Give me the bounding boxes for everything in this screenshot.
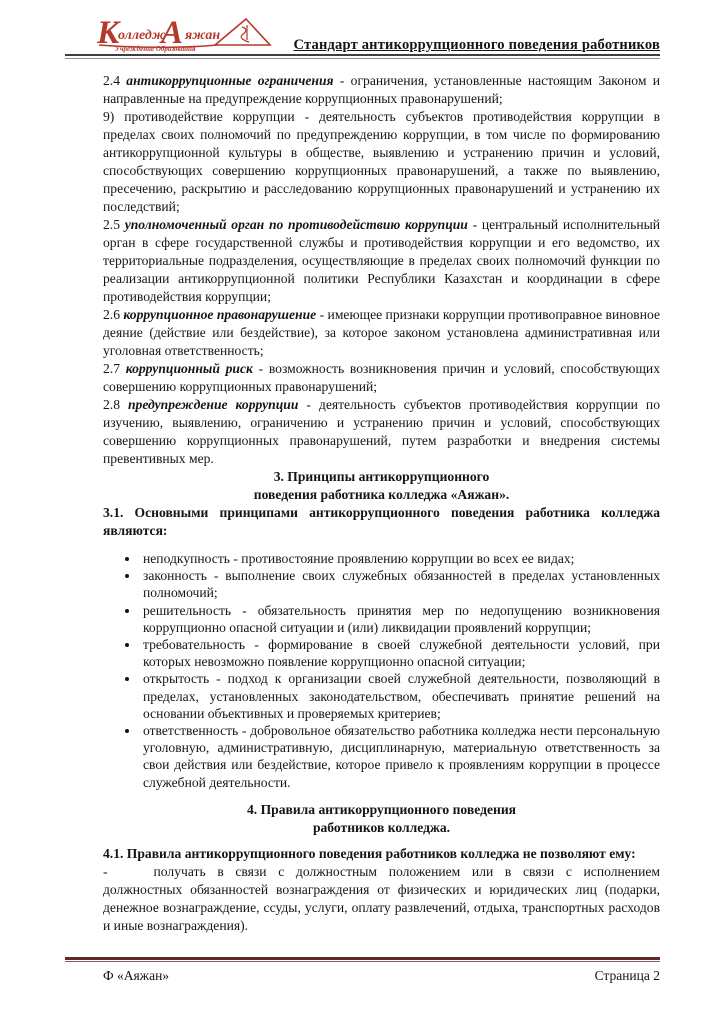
- definition-2-7: [103, 360, 660, 396]
- section-3-heading-line1: 3. Принципы антикоррупционного: [273, 469, 490, 484]
- definition-9: [103, 108, 660, 216]
- list-item: • неподкупность - противостояние проявлению коррупции во всех ее видах;: [140, 550, 660, 567]
- list-item: • решительность - обязательность принятия мер по недопущению возникновения коррупционно опасной ситуации и (или) ликвидации проявлений коррупции;: [140, 602, 660, 636]
- definition-text: - ограничения, установленные настоящим Законом и направленные на предупреждение коррупционных правонарушений;: [103, 73, 660, 106]
- definition-text: - имеющее признаки коррупции противоправное виновное деяние (действие или бездействие), за которое законом установлена административная или уголовная ответственность;: [103, 307, 660, 358]
- logo-word-ayazhan: яжан: [185, 28, 221, 43]
- definition-text: - центральный исполнительный орган в сфере государственной службы и противодействия коррупции и его ведомство, их территориальные подразделения, осуществляющие в пределах своих полномочий функции по реализации антикоррупционной политики Республики Казахстан и координации в сфере противодействия коррупции;: [103, 217, 661, 304]
- logo-initial-a: А: [161, 15, 184, 51]
- section-4-1-intro: 4.1. Правила антикоррупционного поведения работников колледжа не позволяют ему:: [103, 845, 636, 861]
- section-3-heading: [103, 468, 660, 504]
- definition-term: коррупционный риск: [125, 361, 253, 376]
- definition-text: - возможность возникновения причин и условий, способствующих совершению коррупционных правонарушений;: [103, 361, 660, 394]
- definition-2-5: [103, 216, 660, 306]
- list-item: • открытость - подход к организации своей служебной деятельности, позволяющий в пределах, установленных законодательством, обеспечивать принятие решений на основании объективных и проверяемых критериев;: [140, 670, 660, 722]
- definition-text: - деятельность субъектов противодействия коррупции по изучению, выявлению, ограничению и устранению причин и условий, способствующих совершению коррупционных правонарушений, путем разработки и внедрения системы превентивных мер.: [103, 397, 660, 466]
- definition-number: 2.7: [103, 361, 126, 376]
- header-divider: [65, 54, 660, 59]
- logo-triangle-medical-icon: [215, 19, 270, 45]
- page-header: [0, 0, 724, 59]
- page-footer: [65, 957, 660, 984]
- list-item: • требовательность - формирование в своей служебной деятельности условий, при которых невозможно появление коррупционно опасной ситуации;: [140, 636, 660, 670]
- section-3-1-intro: 3.1. Основными принципами антикоррупционного поведения работника колледжа являются:: [103, 505, 660, 538]
- definition-number: 2.6: [103, 307, 124, 322]
- section-4-heading-line2: работников колледжа.: [312, 819, 451, 835]
- logo-word-college: олледж: [118, 28, 166, 43]
- principles-list: [103, 550, 660, 791]
- definition-number: 2.8: [103, 397, 128, 412]
- definition-term: уполномоченный орган по противодействию коррупции: [124, 217, 468, 232]
- rule-item: [103, 863, 660, 935]
- definition-number: 2.5: [103, 217, 125, 232]
- logo-initial-k: К: [97, 15, 120, 51]
- footer-divider-thick: [65, 957, 660, 960]
- definition-term: предупреждение коррупции: [127, 397, 299, 412]
- section-4-heading: [103, 801, 660, 837]
- rule-text: получать в связи с должностным положением или в связи с исполнением должностных обязанностей вознаграждения от физических и юридических лиц (подарки, денежное вознаграждение, ссуды, услуги, оплату развлечений, отдыха, транспортных расходов и иные вознаграждения).: [103, 863, 660, 933]
- college-logo: [97, 12, 275, 56]
- list-item: • ответственность - добровольное обязательство работника колледжа нести персональную уголовную, административную, дисциплинарную, материальную ответственность за свои действия или бездействие, которое привело к проявлениям коррупции в процессе служебной деятельности.: [140, 722, 660, 791]
- definition-2-6: [103, 306, 660, 360]
- definition-number: 9): [103, 109, 125, 124]
- document-header-title: Стандарт антикоррупционного поведения работников: [293, 37, 660, 53]
- list-item: • законность - выполнение своих служебных обязанностей в пределах установленных полномочий;: [140, 567, 660, 601]
- definition-2-4: [103, 72, 660, 108]
- document-body: [0, 59, 724, 935]
- definition-number: 2.4: [103, 73, 127, 88]
- definition-term: антикоррупционные ограничения: [126, 73, 334, 88]
- definition-text: противодействие коррупции - деятельность субъектов противодействия коррупции в пределах своих полномочий по предупреждению коррупции, в том числе по формированию антикоррупционной культуры в обществе, выявлению и устранению причин и условий, способствующих совершению коррупционных правонарушений, а также по выявлению, пресечению, раскрытию и расследованию коррупционных правонарушений и устранению их последствий;: [103, 109, 660, 214]
- section-3-heading-line2: поведения работника колледжа «Аяжан».: [253, 487, 510, 502]
- rule-dash: -: [103, 863, 108, 879]
- definition-term: коррупционное правонарушение: [123, 307, 317, 322]
- footer-divider-thin: [65, 961, 660, 962]
- definition-2-8: [103, 396, 660, 468]
- footer-page-number: Страница 2: [594, 968, 660, 983]
- logo-subtitle: Учреждение Образования: [115, 45, 196, 53]
- footer-form-label: Ф «Аяжан»: [103, 968, 170, 983]
- section-4-heading-line1: 4. Правила антикоррупционного поведения: [246, 801, 517, 817]
